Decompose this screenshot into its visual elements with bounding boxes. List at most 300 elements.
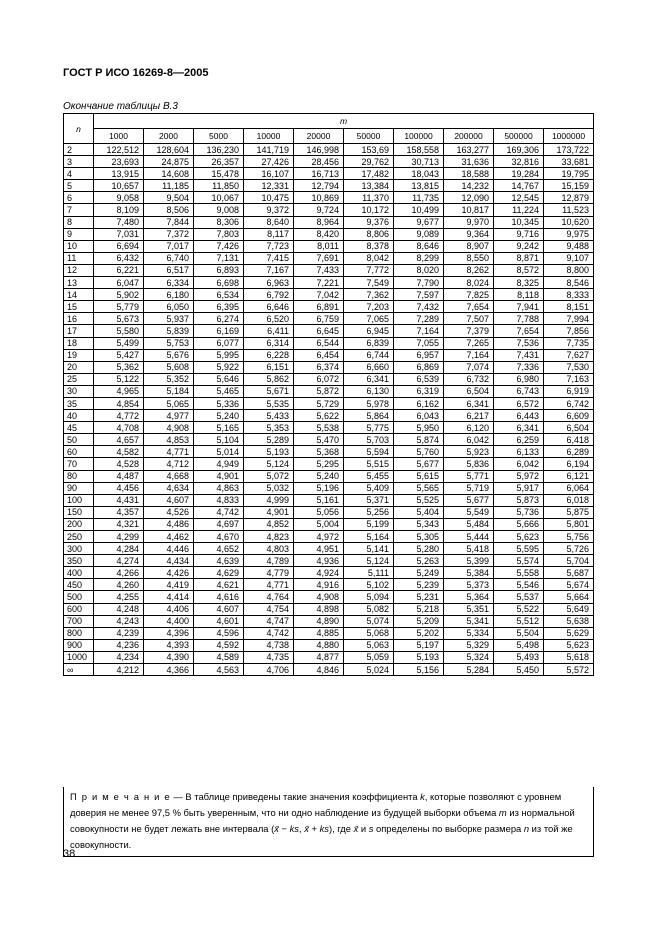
table-cell: 5,450 <box>494 664 544 676</box>
table-cell: 6,314 <box>244 337 294 349</box>
table-row <box>64 180 594 192</box>
table-cell: 7,507 <box>444 313 494 325</box>
table-cell: 5,418 <box>444 543 494 555</box>
table-cell: 8,646 <box>394 240 444 252</box>
table-row <box>64 567 594 579</box>
table-cell: 8,806 <box>344 228 394 240</box>
table-cell: 4,924 <box>294 567 344 579</box>
table-cell: 13,915 <box>94 168 144 180</box>
table-cell: 5,677 <box>444 494 494 506</box>
row-n-value: 30 <box>64 385 94 397</box>
table-cell: 6,839 <box>344 337 394 349</box>
table-cell: 4,639 <box>194 555 244 567</box>
table-cell: 5,056 <box>294 506 344 518</box>
table-cell: 7,803 <box>194 228 244 240</box>
table-row <box>64 349 594 361</box>
table-cell: 12,331 <box>244 180 294 192</box>
table-cell: 18,588 <box>444 168 494 180</box>
table-cell: 5,873 <box>494 494 544 506</box>
table-cell: 6,957 <box>394 349 444 361</box>
table-cell: 5,384 <box>444 567 494 579</box>
table-cell: 8,871 <box>494 252 544 264</box>
table-cell: 4,854 <box>94 397 144 409</box>
table-cell: 9,242 <box>494 240 544 252</box>
table-cell: 5,334 <box>444 627 494 639</box>
table-cell: 8,572 <box>494 264 544 276</box>
table-cell: 4,528 <box>94 458 144 470</box>
table-cell: 5,646 <box>194 373 244 385</box>
table-cell: 5,202 <box>394 627 444 639</box>
table-cell: 7,055 <box>394 337 444 349</box>
table-cell: 6,374 <box>294 361 344 373</box>
table-cell: 5,615 <box>394 470 444 482</box>
table-cell: 4,789 <box>244 555 294 567</box>
row-n-value: 600 <box>64 603 94 615</box>
row-n-value: ∞ <box>64 664 94 676</box>
table-cell: 5,196 <box>294 482 344 494</box>
table-cell: 4,236 <box>94 639 144 651</box>
table-cell: 5,068 <box>344 627 394 639</box>
table-cell: 9,970 <box>444 216 494 228</box>
table-row <box>64 228 594 240</box>
row-n-value: 7 <box>64 204 94 216</box>
table-cell: 4,916 <box>294 579 344 591</box>
table-cell: 7,994 <box>544 313 594 325</box>
table-cell: 7,530 <box>544 361 594 373</box>
table-cell: 5,484 <box>444 518 494 530</box>
table-cell: 6,740 <box>144 252 194 264</box>
table-cell: 5,399 <box>444 555 494 567</box>
table-cell: 4,589 <box>194 651 244 663</box>
table-cell: 11,523 <box>544 204 594 216</box>
table-cell: 5,862 <box>244 373 294 385</box>
table-cell: 23,693 <box>94 156 144 168</box>
table-row <box>64 144 594 156</box>
table-cell: 163,277 <box>444 144 494 156</box>
table-row <box>64 446 594 458</box>
table-cell: 9,364 <box>444 228 494 240</box>
table-body <box>64 144 594 676</box>
table-cell: 8,325 <box>494 277 544 289</box>
row-n-value: 150 <box>64 506 94 518</box>
table-cell: 7,536 <box>494 337 544 349</box>
row-n-value: 60 <box>64 446 94 458</box>
table-cell: 8,042 <box>344 252 394 264</box>
table-cell: 4,526 <box>144 506 194 518</box>
row-n-value: 100 <box>64 494 94 506</box>
table-cell: 10,345 <box>494 216 544 228</box>
table-cell: 4,366 <box>144 664 194 676</box>
table-cell: 6,432 <box>94 252 144 264</box>
table-cell: 7,433 <box>294 264 344 276</box>
table-cell: 6,742 <box>544 397 594 409</box>
table-cell: 24,875 <box>144 156 194 168</box>
table-cell: 9,975 <box>544 228 594 240</box>
table-cell: 7,480 <box>94 216 144 228</box>
table-cell: 5,032 <box>244 482 294 494</box>
table-cell: 136,230 <box>194 144 244 156</box>
table-cell: 4,657 <box>94 434 144 446</box>
row-n-value: 12 <box>64 264 94 276</box>
table-cell: 8,262 <box>444 264 494 276</box>
table-cell: 4,621 <box>194 579 244 591</box>
table-cell: 7,362 <box>344 289 394 301</box>
table-cell: 4,462 <box>144 531 194 543</box>
row-n-value: 50 <box>64 434 94 446</box>
table-cell: 10,869 <box>294 192 344 204</box>
table-cell: 7,654 <box>494 325 544 337</box>
row-n-value: 35 <box>64 397 94 409</box>
table-cell: 4,999 <box>244 494 294 506</box>
table-cell: 10,620 <box>544 216 594 228</box>
table-cell: 4,670 <box>194 531 244 543</box>
table-cell: 5,978 <box>344 397 394 409</box>
table-cell: 5,549 <box>444 506 494 518</box>
row-n-value: 6 <box>64 192 94 204</box>
table-cell: 10,499 <box>394 204 444 216</box>
table-cell: 6,418 <box>544 434 594 446</box>
table-cell: 8,020 <box>394 264 444 276</box>
table-cell: 4,255 <box>94 591 144 603</box>
table-cell: 4,414 <box>144 591 194 603</box>
table-cell: 5,594 <box>344 446 394 458</box>
table-cell: 8,117 <box>244 228 294 240</box>
table-cell: 6,520 <box>244 313 294 325</box>
table-row <box>64 385 594 397</box>
table-cell: 5,674 <box>544 579 594 591</box>
table-cell: 158,558 <box>394 144 444 156</box>
table-cell: 5,295 <box>294 458 344 470</box>
column-header: 200000 <box>444 129 494 144</box>
table-cell: 5,063 <box>344 639 394 651</box>
table-cell: 17,482 <box>344 168 394 180</box>
table-cell: 7,203 <box>344 301 394 313</box>
table-cell: 5,111 <box>344 567 394 579</box>
table-cell: 4,846 <box>294 664 344 676</box>
table-cell: 7,017 <box>144 240 194 252</box>
table-cell: 5,872 <box>294 385 344 397</box>
table-cell: 7,065 <box>344 313 394 325</box>
table-cell: 6,194 <box>544 458 594 470</box>
table-cell: 5,512 <box>494 615 544 627</box>
table-cell: 4,634 <box>144 482 194 494</box>
row-n-value: 2 <box>64 144 94 156</box>
table-cell: 4,652 <box>194 543 244 555</box>
table-cell: 27,426 <box>244 156 294 168</box>
table-cell: 5,024 <box>344 664 394 676</box>
row-n-value: 13 <box>64 277 94 289</box>
table-cell: 6,130 <box>344 385 394 397</box>
row-n-value: 9 <box>64 228 94 240</box>
table-cell: 6,072 <box>294 373 344 385</box>
table-cell: 5,771 <box>444 470 494 482</box>
table-cell: 4,607 <box>144 494 194 506</box>
note-lead: П р и м е ч а н и е <box>70 791 171 802</box>
table-cell: 10,657 <box>94 180 144 192</box>
table-cell: 9,677 <box>394 216 444 228</box>
table-cell: 4,357 <box>94 506 144 518</box>
row-n-value: 14 <box>64 289 94 301</box>
table-cell: 5,574 <box>494 555 544 567</box>
table-cell: 4,754 <box>244 603 294 615</box>
table-cell: 8,378 <box>344 240 394 252</box>
table-row <box>64 373 594 385</box>
table-cell: 6,980 <box>494 373 544 385</box>
table-cell: 6,018 <box>544 494 594 506</box>
table-cell: 4,563 <box>194 664 244 676</box>
table-cell: 5,558 <box>494 567 544 579</box>
table-cell: 4,712 <box>144 458 194 470</box>
table-cell: 7,289 <box>394 313 444 325</box>
table-cell: 5,676 <box>144 349 194 361</box>
table-cell: 5,197 <box>394 639 444 651</box>
table-cell: 5,736 <box>494 506 544 518</box>
column-header: 2000 <box>144 129 194 144</box>
table-cell: 19,284 <box>494 168 544 180</box>
table-row <box>64 337 594 349</box>
table-cell: 4,735 <box>244 651 294 663</box>
table-cell: 7,131 <box>194 252 244 264</box>
table-cell: 5,525 <box>394 494 444 506</box>
table-row <box>64 458 594 470</box>
table-cell: 4,234 <box>94 651 144 663</box>
table-cell: 4,823 <box>244 531 294 543</box>
table-cell: 4,487 <box>94 470 144 482</box>
row-n-value: 19 <box>64 349 94 361</box>
table-cell: 14,232 <box>444 180 494 192</box>
table-row <box>64 422 594 434</box>
table-cell: 12,794 <box>294 180 344 192</box>
table-cell: 5,535 <box>244 397 294 409</box>
table-cell: 6,180 <box>144 289 194 301</box>
table-cell: 4,434 <box>144 555 194 567</box>
table-cell: 5,082 <box>344 603 394 615</box>
table-cell: 9,376 <box>344 216 394 228</box>
table-cell: 14,608 <box>144 168 194 180</box>
table-cell: 5,618 <box>544 651 594 663</box>
table-cell: 4,779 <box>244 567 294 579</box>
table-cell: 6,792 <box>244 289 294 301</box>
table-cell: 13,384 <box>344 180 394 192</box>
table-cell: 4,299 <box>94 531 144 543</box>
table-row <box>64 397 594 409</box>
table-row <box>64 579 594 591</box>
table-cell: 5,729 <box>294 397 344 409</box>
table-cell: 6,120 <box>444 422 494 434</box>
table-cell: 141,719 <box>244 144 294 156</box>
table-cell: 4,239 <box>94 627 144 639</box>
table-cell: 4,706 <box>244 664 294 676</box>
table-cell: 5,353 <box>244 422 294 434</box>
table-cell: 5,779 <box>94 301 144 313</box>
table-cell: 5,364 <box>444 591 494 603</box>
table-cell: 5,801 <box>544 518 594 530</box>
table-cell: 6,645 <box>294 325 344 337</box>
table-cell: 7,372 <box>144 228 194 240</box>
table-cell: 31,636 <box>444 156 494 168</box>
table-cell: 122,512 <box>94 144 144 156</box>
table-cell: 7,336 <box>494 361 544 373</box>
table-cell: 15,159 <box>544 180 594 192</box>
table-cell: 5,972 <box>494 470 544 482</box>
table-cell: 13,815 <box>394 180 444 192</box>
table-cell: 5,671 <box>244 385 294 397</box>
table-cell: 29,762 <box>344 156 394 168</box>
table-cell: 6,151 <box>244 361 294 373</box>
row-n-value: 17 <box>64 325 94 337</box>
table-cell: 4,833 <box>194 494 244 506</box>
table-cell: 7,042 <box>294 289 344 301</box>
table-cell: 11,370 <box>344 192 394 204</box>
table-cell: 10,067 <box>194 192 244 204</box>
table-cell: 6,133 <box>494 446 544 458</box>
row-n-value: 450 <box>64 579 94 591</box>
table-cell: 4,772 <box>94 410 144 422</box>
table-cell: 7,691 <box>294 252 344 264</box>
table-cell: 12,545 <box>494 192 544 204</box>
table-cell: 4,853 <box>144 434 194 446</box>
table-cell: 7,265 <box>444 337 494 349</box>
table-cell: 5,104 <box>194 434 244 446</box>
table-cell: 5,622 <box>294 410 344 422</box>
table-cell: 9,058 <box>94 192 144 204</box>
table-cell: 11,850 <box>194 180 244 192</box>
table-row <box>64 289 594 301</box>
table-cell: 5,493 <box>494 651 544 663</box>
table-cell: 5,515 <box>344 458 394 470</box>
table-cell: 6,694 <box>94 240 144 252</box>
table-cell: 6,289 <box>544 446 594 458</box>
table-cell: 146,998 <box>294 144 344 156</box>
table-cell: 6,869 <box>394 361 444 373</box>
table-cell: 6,743 <box>494 385 544 397</box>
table-cell: 4,607 <box>194 603 244 615</box>
table-cell: 5,608 <box>144 361 194 373</box>
table-cell: 11,735 <box>394 192 444 204</box>
table-cell: 4,977 <box>144 410 194 422</box>
table-cell: 5,371 <box>344 494 394 506</box>
table-cell: 5,193 <box>244 446 294 458</box>
table-cell: 4,486 <box>144 518 194 530</box>
table-cell: 6,077 <box>194 337 244 349</box>
table-cell: 8,506 <box>144 204 194 216</box>
table-row <box>64 494 594 506</box>
table-cell: 4,764 <box>244 591 294 603</box>
row-n-value: 25 <box>64 373 94 385</box>
table-cell: 6,893 <box>194 264 244 276</box>
table-cell: 6,539 <box>394 373 444 385</box>
table-cell: 8,333 <box>544 289 594 301</box>
table-cell: 4,629 <box>194 567 244 579</box>
table-cell: 5,677 <box>394 458 444 470</box>
table-cell: 5,726 <box>544 543 594 555</box>
table-cell: 5,753 <box>144 337 194 349</box>
table-cell: 12,879 <box>544 192 594 204</box>
table-cell: 4,898 <box>294 603 344 615</box>
row-n-value: 18 <box>64 337 94 349</box>
table-cell: 5,289 <box>244 434 294 446</box>
table-cell: 5,014 <box>194 446 244 458</box>
table-cell: 5,209 <box>394 615 444 627</box>
table-row <box>64 313 594 325</box>
table-cell: 5,950 <box>394 422 444 434</box>
table-cell: 6,274 <box>194 313 244 325</box>
table-cell: 7,549 <box>344 277 394 289</box>
table-cell: 6,572 <box>494 397 544 409</box>
table-cell: 6,660 <box>344 361 394 373</box>
table-cell: 4,400 <box>144 615 194 627</box>
table-cell: 4,582 <box>94 446 144 458</box>
table-cell: 5,427 <box>94 349 144 361</box>
row-n-value: 10 <box>64 240 94 252</box>
table-cell: 4,446 <box>144 543 194 555</box>
table-cell: 5,937 <box>144 313 194 325</box>
table-cell: 7,597 <box>394 289 444 301</box>
table-cell: 4,803 <box>244 543 294 555</box>
table-cell: 7,772 <box>344 264 394 276</box>
table-cell: 4,863 <box>194 482 244 494</box>
table-cell: 6,162 <box>394 397 444 409</box>
table-row <box>64 434 594 446</box>
table-cell: 6,395 <box>194 301 244 313</box>
table-cell: 4,747 <box>244 615 294 627</box>
table-row <box>64 204 594 216</box>
table-note: П р и м е ч а н и е — В таблице приведены такие значения коэффициента k, которые позволяют с уровнем доверия не менее 97,5 % быть уверенным, что ни одно наблюдение из будущей выборки объема m из нормальной совокупности не будет лежать вне интервала (x̄ − ks, x̄ + ks), где x̄ и s определены по выборке размера n из той же совокупности. <box>63 787 594 857</box>
table-cell: 9,089 <box>394 228 444 240</box>
table-row <box>64 555 594 567</box>
table-cell: 6,042 <box>494 458 544 470</box>
table-cell: 4,742 <box>194 506 244 518</box>
table-cell: 7,432 <box>394 301 444 313</box>
column-header: 1000000 <box>544 129 594 144</box>
table-cell: 5,864 <box>344 410 394 422</box>
table-cell: 4,965 <box>94 385 144 397</box>
table-cell: 4,771 <box>144 446 194 458</box>
table-cell: 5,352 <box>144 373 194 385</box>
table-cell: 7,415 <box>244 252 294 264</box>
table-cell: 128,604 <box>144 144 194 156</box>
row-n-value: 250 <box>64 531 94 543</box>
table-cell: 5,231 <box>394 591 444 603</box>
table-cell: 5,184 <box>144 385 194 397</box>
table-cell: 5,580 <box>94 325 144 337</box>
table-cell: 4,951 <box>294 543 344 555</box>
table-cell: 7,431 <box>494 349 544 361</box>
row-n-value: 45 <box>64 422 94 434</box>
table-cell: 5,336 <box>194 397 244 409</box>
table-row <box>64 506 594 518</box>
table-cell: 4,393 <box>144 639 194 651</box>
table-cell: 5,329 <box>444 639 494 651</box>
row-n-value: 500 <box>64 591 94 603</box>
table-cell: 5,156 <box>394 664 444 676</box>
table-cell: 5,875 <box>544 506 594 518</box>
row-n-value: 400 <box>64 567 94 579</box>
table-cell: 5,193 <box>394 651 444 663</box>
table-cell: 169,306 <box>494 144 544 156</box>
table-cell: 7,221 <box>294 277 344 289</box>
row-n-value: 800 <box>64 627 94 639</box>
table-cell: 6,919 <box>544 385 594 397</box>
table-row <box>64 156 594 168</box>
row-n-value: 5 <box>64 180 94 192</box>
table-cell: 5,409 <box>344 482 394 494</box>
table-cell: 4,274 <box>94 555 144 567</box>
table-cell: 5,433 <box>244 410 294 422</box>
table-cell: 6,646 <box>244 301 294 313</box>
table-cell: 33,681 <box>544 156 594 168</box>
table-cell: 8,907 <box>444 240 494 252</box>
